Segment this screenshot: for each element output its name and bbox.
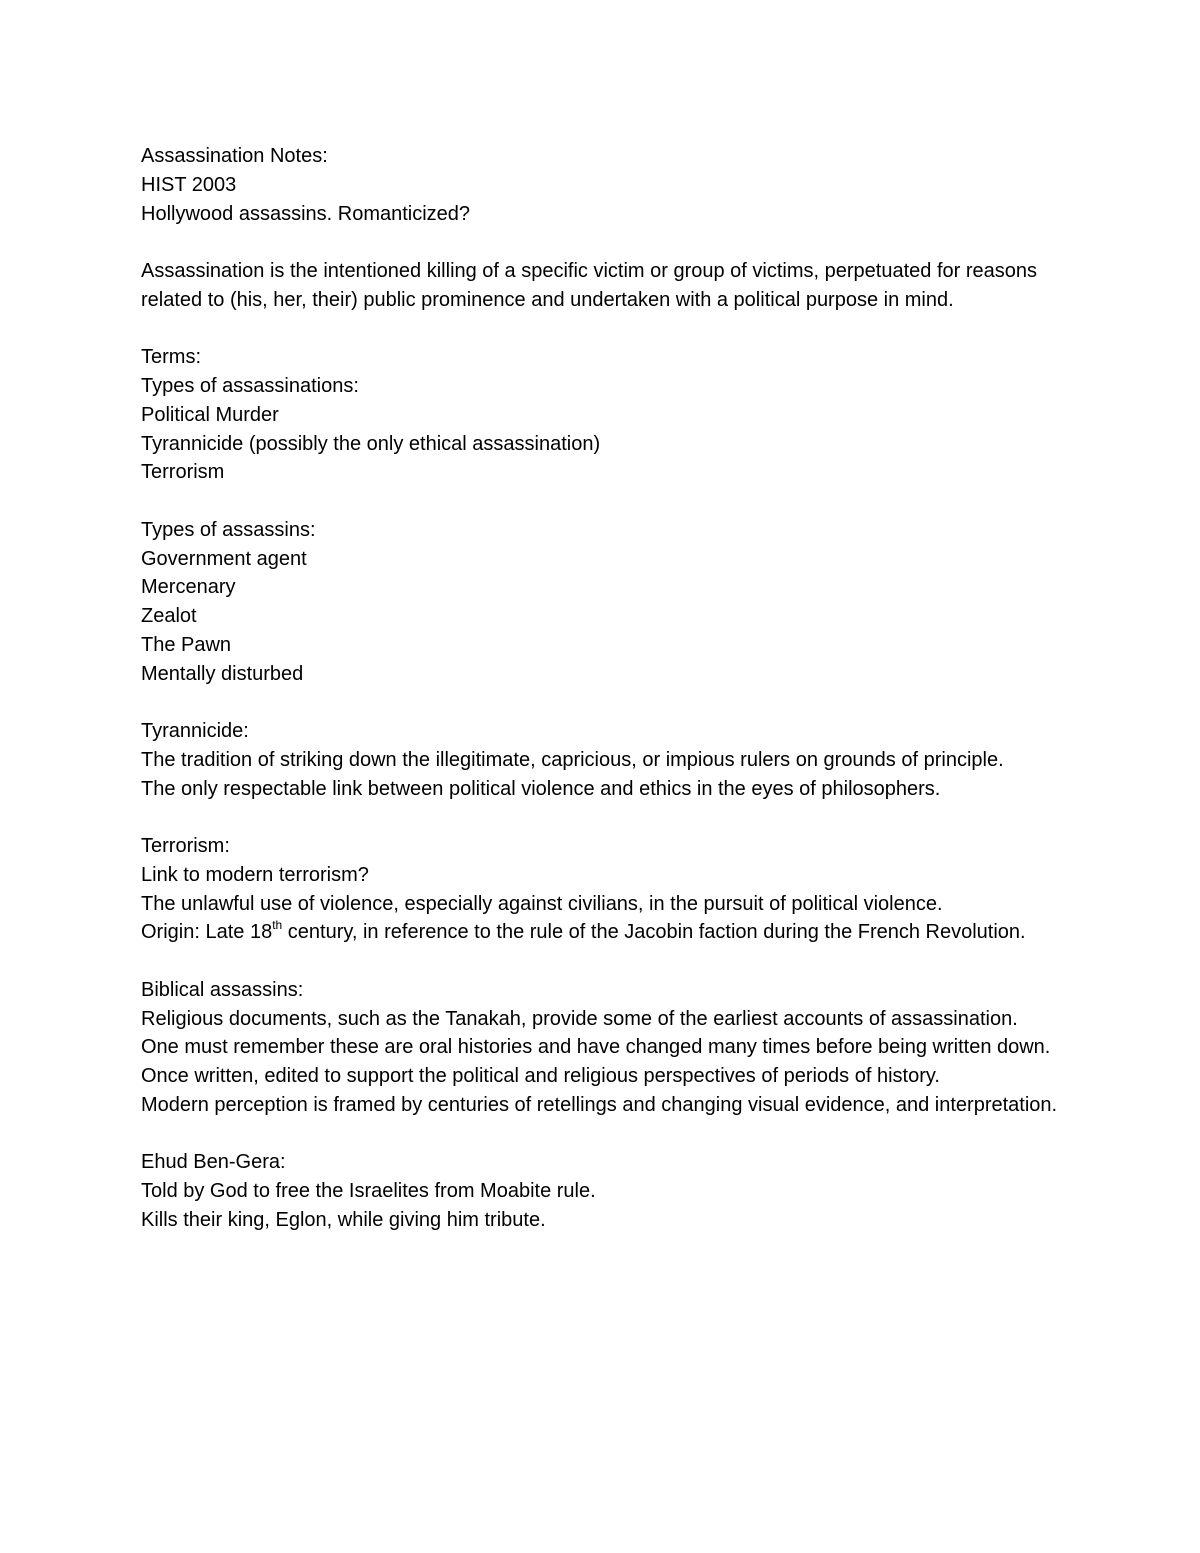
paragraph-line: One must remember these are oral histories and have changed many times before being written down. Once written, edited to support the political and religious perspectives of periods of history. (141, 1036, 1051, 1087)
ordinal-superscript: th (272, 917, 283, 932)
spacer (141, 947, 1076, 976)
spacer (141, 315, 1076, 344)
terrorism-heading: Terrorism: (141, 835, 230, 857)
spacer (141, 688, 1076, 717)
paragraph-line: Religious documents, such as the Tanakah, provide some of the earliest accounts of assassination. (141, 1007, 1018, 1030)
paragraph-line: Modern perception is framed by centuries of retellings and changing visual evidence, and interpretation. (141, 1093, 1058, 1116)
list-item: The Pawn (141, 633, 232, 656)
document-title: Assassination Notes: (141, 145, 328, 167)
list-item: Political Murder (141, 403, 279, 426)
definition-paragraph: Assassination is the intentioned killing of a specific victim or group of victims, perpetuated for reasons related to (his, her, their) public prominence and undertaken with a political purpose in mind. (141, 260, 1037, 311)
spacer (141, 487, 1076, 516)
paragraph-line: The only respectable link between political violence and ethics in the eyes of philosophers. (141, 777, 941, 800)
list-item: Government agent (141, 547, 307, 570)
paragraph-line: The tradition of striking down the illegitimate, capricious, or impious rulers on grounds of principle. (141, 748, 1004, 771)
course-code: HIST 2003 (141, 173, 237, 196)
origin-text-end: century, in reference to the rule of the Jacobin faction during the French Revolution. (282, 921, 1026, 944)
document-page (141, 142, 1076, 1235)
spacer (141, 803, 1076, 832)
tyrannicide-heading: Tyrannicide: (141, 720, 249, 742)
list-item: Mercenary (141, 576, 236, 599)
origin-line (141, 918, 1076, 947)
list-item: Tyrannicide (possibly the only ethical assassination) (141, 432, 601, 455)
paragraph-line: Told by God to free the Israelites from Moabite rule. (141, 1180, 596, 1202)
spacer (141, 1120, 1076, 1149)
spacer (141, 228, 1076, 257)
origin-text-start: Origin: Late 18 (141, 921, 273, 944)
paragraph-line: The unlawful use of violence, especially against civilians, in the pursuit of political violence. (141, 892, 943, 915)
list-item: Zealot (141, 605, 197, 627)
paragraph-line: Kills their king, Eglon, while giving him tribute. (141, 1208, 546, 1231)
terms-heading: Terms: (141, 346, 201, 369)
biblical-heading: Biblical assassins: (141, 978, 304, 1001)
paragraph-line: Link to modern terrorism? (141, 863, 369, 886)
list-item: Terrorism (141, 461, 225, 484)
opening-question: Hollywood assassins. Romanticized? (141, 202, 471, 225)
assassination-types-heading: Types of assassinations: (141, 375, 359, 397)
ehud-heading: Ehud Ben-Gera: (141, 1151, 286, 1174)
list-item: Mentally disturbed (141, 662, 304, 685)
assassin-types-heading: Types of assassins: (141, 518, 316, 541)
